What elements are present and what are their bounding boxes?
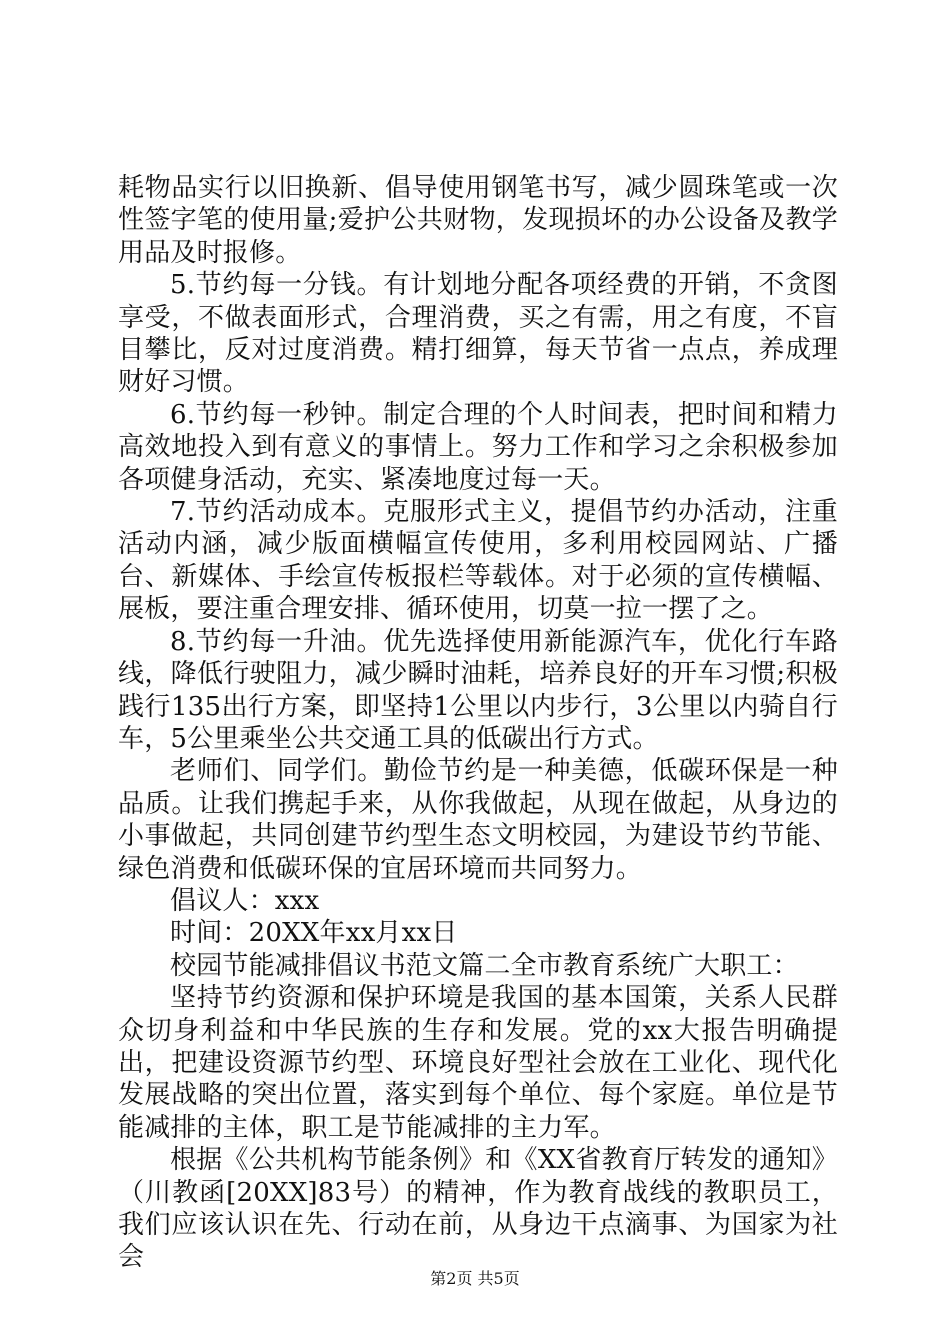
paragraph-item-6: 6.节约每一秒钟。制定合理的个人时间表，把时间和精力高效地投入到有意义的事情上。努力工作和学习之余积极参加各项健身活动，充实、紧凑地度过每一天。 [118,399,838,495]
document-body [118,172,838,1274]
paragraph-policy: 坚持节约资源和保护环境是我国的基本国策，关系人民群众切身利益和中华民族的生存和发展。党的xx大报告明确提出，把建设资源节约型、环境良好型社会放在工业化、现代化发展战略的突出位置，落实到每个单位、每个家庭。单位是节能减排的主体，职工是节能减排的主力军。 [118,983,838,1143]
section-heading-2: 校园节能减排倡议书范文篇二全市教育系统广大职工： [170,950,799,981]
page-number: 第2页 共5页 [430,1269,520,1288]
page-footer [0,1269,950,1289]
paragraph-item-5: 5.节约每一分钱。有计划地分配各项经费的开销，不贪图享受，不做表面形式，合理消费，买之有需，用之有度，不盲目攀比，反对过度消费。精打细算，每天节省一点点，养成理财好习惯。 [118,270,838,398]
paragraph-appeal: 老师们、同学们。勤俭节约是一种美德，低碳环保是一种品质。让我们携起手来，从你我做起，从现在做起，从身边的小事做起，共同创建节约型生态文明校园，为建设节约节能、绿色消费和低碳环保的宜居环境而共同努力。 [118,756,838,884]
date-line: 时间：20XX年xx月xx日 [170,918,458,949]
paragraph-item-7: 7.节约活动成本。克服形式主义，提倡节约办活动，注重活动内涵，减少版面横幅宣传使用，多利用校园网站、广播台、新媒体、手绘宣传板报栏等载体。对于必须的宣传横幅、展板，要注重合理安排、循环使用，切莫一拉一摆了之。 [118,497,838,625]
paragraph-item-8: 8.节约每一升油。优先选择使用新能源汽车，优化行车路线，降低行驶阻力，减少瞬时油耗，培养良好的开车习惯;积极践行135出行方案，即坚持1公里以内步行，3公里以内骑自行车，5公里乘坐公共交通工具的低碳出行方式。 [118,626,838,754]
signature-line: 倡议人：xxx [170,885,320,916]
paragraph-regulation: 根据《公共机构节能条例》和《XX省教育厅转发的通知》（川教函[20XX]83号）的精神，作为教育战线的教职员工，我们应该认识在先、行动在前，从身边干点滴事、为国家为社会 [118,1145,838,1273]
paragraph-continuation: 耗物品实行以旧换新、倡导使用钢笔书写，减少圆珠笔或一次性签字笔的使用量;爱护公共财物，发现损坏的办公设备及教学用品及时报修。 [118,173,838,268]
